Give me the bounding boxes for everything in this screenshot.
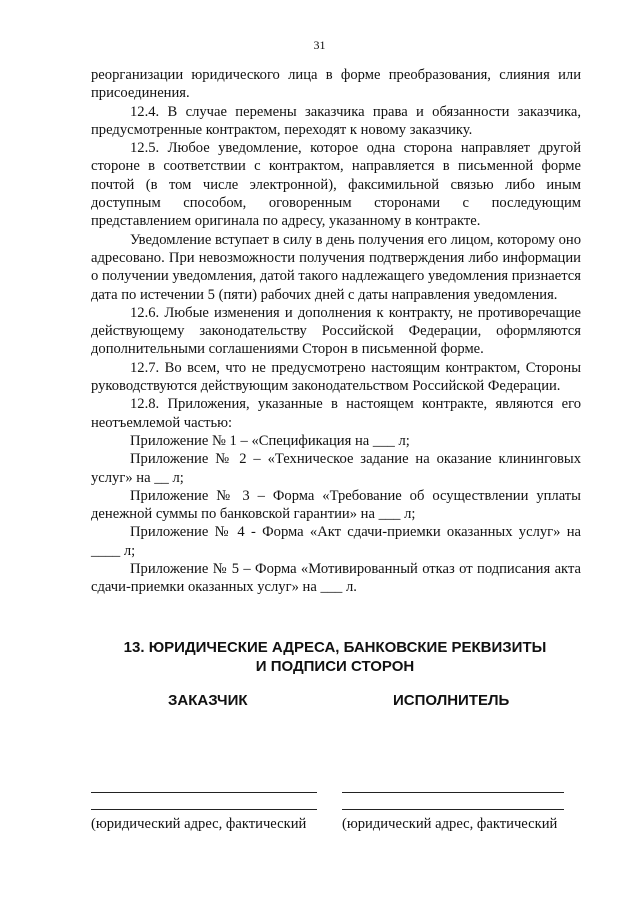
- customer-line-2: [91, 809, 317, 810]
- paragraph-12-5: 12.5. Любое уведомление, которое одна сторона направляет другой стороне в соответствии с контрактом, направляется в письменной форме почтой (в том числе электронной), факсимильной связью либо иным доступным способом, оговоренным сторонами с последующим представлением оригинала по адресу, указанному в контракте.: [91, 140, 581, 230]
- contractor-address-note: (юридический адрес, фактический: [342, 816, 558, 832]
- paragraph-12-4: 12.4. В случае перемены заказчика права и обязанности заказчика, предусмотренные контрактом, переходят к новому заказчику.: [91, 103, 581, 138]
- document-body: [91, 66, 581, 597]
- customer-line-1: [91, 792, 317, 793]
- paragraph-notice-effective: Уведомление вступает в силу в день получения его лицом, которому оно адресовано. При невозможности получения подтверждения либо информации о получении уведомления, датой такого надлежащего уведомления признается дата по истечении 5 (пяти) рабочих дней с даты направления уведомления.: [91, 231, 581, 303]
- page-number: 31: [313, 38, 326, 52]
- appendix-4: Приложение № 4 - Форма «Акт сдачи-приемки оказанных услуг» на ____ л;: [91, 524, 581, 559]
- paragraph-12-8: 12.8. Приложения, указанные в настоящем контракте, являются его неотъемлемой частью:: [91, 396, 581, 431]
- appendix-1: Приложение № 1 – «Спецификация на ___ л;: [130, 432, 410, 449]
- paragraph-12-7: 12.7. Во всем, что не предусмотрено настоящим контрактом, Стороны руководствуются действующим законодательством Российской Федерации.: [91, 359, 581, 395]
- contractor-line-1: [342, 792, 564, 793]
- paragraph-12-6: 12.6. Любые изменения и дополнения к контракту, не противоречащие действующему законодательству Российской Федерации, оформляются дополнительными соглашениями Сторон в письменной форме.: [91, 304, 581, 358]
- appendix-5: Приложение № 5 – Форма «Мотивированный отказ от подписания акта сдачи-приемки оказанных услуг» на ___ л.: [91, 561, 581, 596]
- contractor-line-2: [342, 809, 564, 810]
- contractor-heading: ИСПОЛНИТЕЛЬ: [393, 692, 510, 709]
- section-title-line-1: 13. ЮРИДИЧЕСКИЕ АДРЕСА, БАНКОВСКИЕ РЕКВИЗИТЫ: [123, 639, 547, 656]
- customer-heading: ЗАКАЗЧИК: [168, 692, 248, 709]
- customer-address-note: (юридический адрес, фактический: [91, 816, 307, 832]
- section-title: [60, 638, 610, 676]
- paragraph-reorganization: реорганизации юридического лица в форме преобразования, слияния или присоединения.: [91, 67, 581, 102]
- appendix-2: Приложение № 2 – «Техническое задание на оказание клининговых услуг» на __ л;: [91, 451, 581, 486]
- appendix-3: Приложение № 3 – Форма «Требование об осуществлении уплаты денежной суммы по банковской гарантии» на ___ л;: [91, 487, 581, 523]
- section-title-line-2: И ПОДПИСИ СТОРОН: [255, 658, 415, 675]
